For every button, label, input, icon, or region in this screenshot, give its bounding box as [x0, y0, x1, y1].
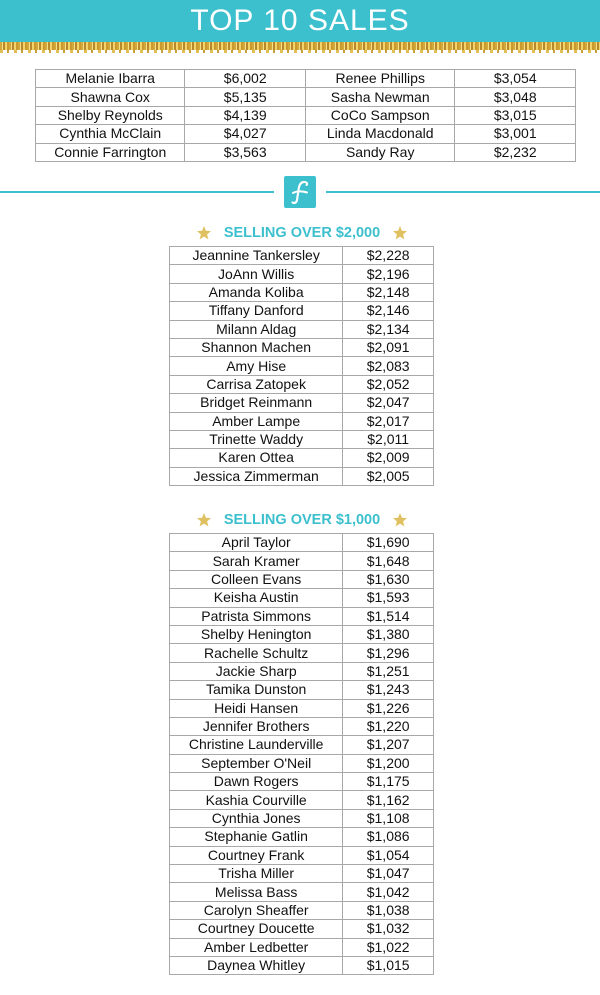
sales-amount: $1,038: [343, 901, 434, 919]
sales-amount: $3,563: [185, 143, 306, 161]
table-row: [170, 320, 434, 338]
star-icon: [196, 512, 212, 528]
table-row: [170, 938, 434, 956]
sales-amount: $4,139: [185, 106, 306, 124]
seller-name: Renee Phillips: [305, 70, 454, 88]
seller-name: Melissa Bass: [170, 883, 343, 901]
seller-name: Courtney Doucette: [170, 920, 343, 938]
table-row: [170, 570, 434, 588]
seller-name: Cynthia Jones: [170, 809, 343, 827]
seller-name: CoCo Sampson: [305, 106, 454, 124]
seller-name: Shelby Reynolds: [36, 106, 185, 124]
sales-amount: $1,648: [343, 552, 434, 570]
sales-amount: $1,175: [343, 773, 434, 791]
table-row: [170, 956, 434, 974]
table-row: [170, 607, 434, 625]
divider-line-right: [326, 191, 600, 193]
sales-amount: $1,296: [343, 644, 434, 662]
seller-name: Heidi Hansen: [170, 699, 343, 717]
table-row: [170, 449, 434, 467]
over-1000-table: [169, 533, 434, 975]
script-f-logo-icon: [284, 176, 316, 208]
star-icon: [196, 225, 212, 241]
table-row: [170, 283, 434, 301]
seller-name: Daynea Whitley: [170, 956, 343, 974]
sales-amount: $1,630: [343, 570, 434, 588]
sales-amount: $3,001: [455, 125, 576, 143]
sales-amount: $1,162: [343, 791, 434, 809]
table-row: [170, 412, 434, 430]
seller-name: Connie Farrington: [36, 143, 185, 161]
sales-amount: $1,032: [343, 920, 434, 938]
table-row: [170, 773, 434, 791]
sales-amount: $1,015: [343, 956, 434, 974]
seller-name: Shannon Machen: [170, 338, 343, 356]
sales-amount: $3,015: [455, 106, 576, 124]
table-row: [170, 625, 434, 643]
sales-amount: $2,232: [455, 143, 576, 161]
sales-amount: $1,042: [343, 883, 434, 901]
table-row: [170, 552, 434, 570]
seller-name: Kashia Courville: [170, 791, 343, 809]
sales-amount: $1,251: [343, 662, 434, 680]
seller-name: Sarah Kramer: [170, 552, 343, 570]
section-title-over-1000: [170, 509, 434, 531]
table-row: [170, 865, 434, 883]
sales-amount: $2,134: [343, 320, 434, 338]
sales-amount: $1,054: [343, 846, 434, 864]
sales-amount: $1,086: [343, 828, 434, 846]
seller-name: Patrista Simmons: [170, 607, 343, 625]
seller-name: Jeannine Tankersley: [170, 247, 343, 265]
section-title-text: SELLING OVER $1,000: [223, 512, 381, 528]
table-row: [36, 88, 576, 106]
seller-name: JoAnn Willis: [170, 265, 343, 283]
sales-amount: $1,207: [343, 736, 434, 754]
sales-amount: $2,052: [343, 375, 434, 393]
table-row: [170, 846, 434, 864]
table-row: [170, 430, 434, 448]
sales-amount: $1,690: [343, 534, 434, 552]
sales-amount: $2,196: [343, 265, 434, 283]
seller-name: Melanie Ibarra: [36, 70, 185, 88]
seller-name: Jennifer Brothers: [170, 717, 343, 735]
sales-amount: $2,083: [343, 357, 434, 375]
seller-name: Milann Aldag: [170, 320, 343, 338]
table-row: [170, 901, 434, 919]
table-row: [170, 247, 434, 265]
header-banner: [0, 0, 600, 42]
sales-amount: $1,022: [343, 938, 434, 956]
sales-amount: $1,108: [343, 809, 434, 827]
seller-name: Cynthia McClain: [36, 125, 185, 143]
seller-name: Courtney Frank: [170, 846, 343, 864]
sales-amount: $2,146: [343, 302, 434, 320]
sales-amount: $3,048: [455, 88, 576, 106]
sales-amount: $1,200: [343, 754, 434, 772]
seller-name: Shelby Henington: [170, 625, 343, 643]
sales-amount: $2,228: [343, 247, 434, 265]
seller-name: Tiffany Danford: [170, 302, 343, 320]
table-row: [170, 357, 434, 375]
seller-name: Amber Ledbetter: [170, 938, 343, 956]
seller-name: April Taylor: [170, 534, 343, 552]
seller-name: Amy Hise: [170, 357, 343, 375]
seller-name: Linda Macdonald: [305, 125, 454, 143]
seller-name: Christine Launderville: [170, 736, 343, 754]
section-title-text: SELLING OVER $2,000: [223, 225, 381, 241]
table-row: [170, 920, 434, 938]
sales-amount: $2,091: [343, 338, 434, 356]
sales-amount: $1,220: [343, 717, 434, 735]
table-row: [36, 143, 576, 161]
seller-name: Trinette Waddy: [170, 430, 343, 448]
seller-name: September O'Neil: [170, 754, 343, 772]
sales-amount: $1,514: [343, 607, 434, 625]
table-row: [170, 699, 434, 717]
table-row: [170, 791, 434, 809]
sales-amount: $1,047: [343, 865, 434, 883]
seller-name: Jessica Zimmerman: [170, 467, 343, 485]
table-row: [170, 394, 434, 412]
table-row: [170, 589, 434, 607]
table-row: [170, 662, 434, 680]
table-row: [36, 125, 576, 143]
sales-amount: $2,017: [343, 412, 434, 430]
seller-name: Amanda Koliba: [170, 283, 343, 301]
table-row: [36, 70, 576, 88]
seller-name: Rachelle Schultz: [170, 644, 343, 662]
table-row: [170, 338, 434, 356]
seller-name: Shawna Cox: [36, 88, 185, 106]
table-row: [170, 375, 434, 393]
table-row: [170, 883, 434, 901]
page-title: TOP 10 SALES: [190, 4, 410, 37]
table-row: [170, 736, 434, 754]
divider-line-left: [0, 191, 274, 193]
over-2000-table: [169, 246, 434, 486]
seller-name: Carrisa Zatopek: [170, 375, 343, 393]
seller-name: Dawn Rogers: [170, 773, 343, 791]
seller-name: Stephanie Gatlin: [170, 828, 343, 846]
sales-amount: $2,047: [343, 394, 434, 412]
seller-name: Carolyn Sheaffer: [170, 901, 343, 919]
seller-name: Sandy Ray: [305, 143, 454, 161]
sales-amount: $3,054: [455, 70, 576, 88]
sales-amount: $1,593: [343, 589, 434, 607]
seller-name: Bridget Reinmann: [170, 394, 343, 412]
seller-name: Sasha Newman: [305, 88, 454, 106]
table-row: [170, 828, 434, 846]
section-title-over-2000: [170, 222, 434, 244]
star-icon: [392, 225, 408, 241]
table-row: [170, 644, 434, 662]
table-row: [170, 534, 434, 552]
star-icon: [392, 512, 408, 528]
top10-table: [35, 69, 576, 162]
table-row: [170, 717, 434, 735]
sales-amount: $2,148: [343, 283, 434, 301]
table-row: [170, 302, 434, 320]
seller-name: Tamika Dunston: [170, 681, 343, 699]
table-row: [170, 754, 434, 772]
sales-amount: $1,226: [343, 699, 434, 717]
seller-name: Colleen Evans: [170, 570, 343, 588]
table-row: [170, 467, 434, 485]
seller-name: Keisha Austin: [170, 589, 343, 607]
sales-amount: $1,380: [343, 625, 434, 643]
sales-amount: $2,011: [343, 430, 434, 448]
table-row: [170, 681, 434, 699]
seller-name: Jackie Sharp: [170, 662, 343, 680]
table-row: [170, 809, 434, 827]
table-row: [36, 106, 576, 124]
sales-amount: $5,135: [185, 88, 306, 106]
sales-amount: $4,027: [185, 125, 306, 143]
sales-amount: $1,243: [343, 681, 434, 699]
sales-amount: $2,009: [343, 449, 434, 467]
sales-amount: $2,005: [343, 467, 434, 485]
table-row: [170, 265, 434, 283]
seller-name: Amber Lampe: [170, 412, 343, 430]
sales-amount: $6,002: [185, 70, 306, 88]
seller-name: Trisha Miller: [170, 865, 343, 883]
gold-glitter-border: [0, 42, 600, 50]
seller-name: Karen Ottea: [170, 449, 343, 467]
